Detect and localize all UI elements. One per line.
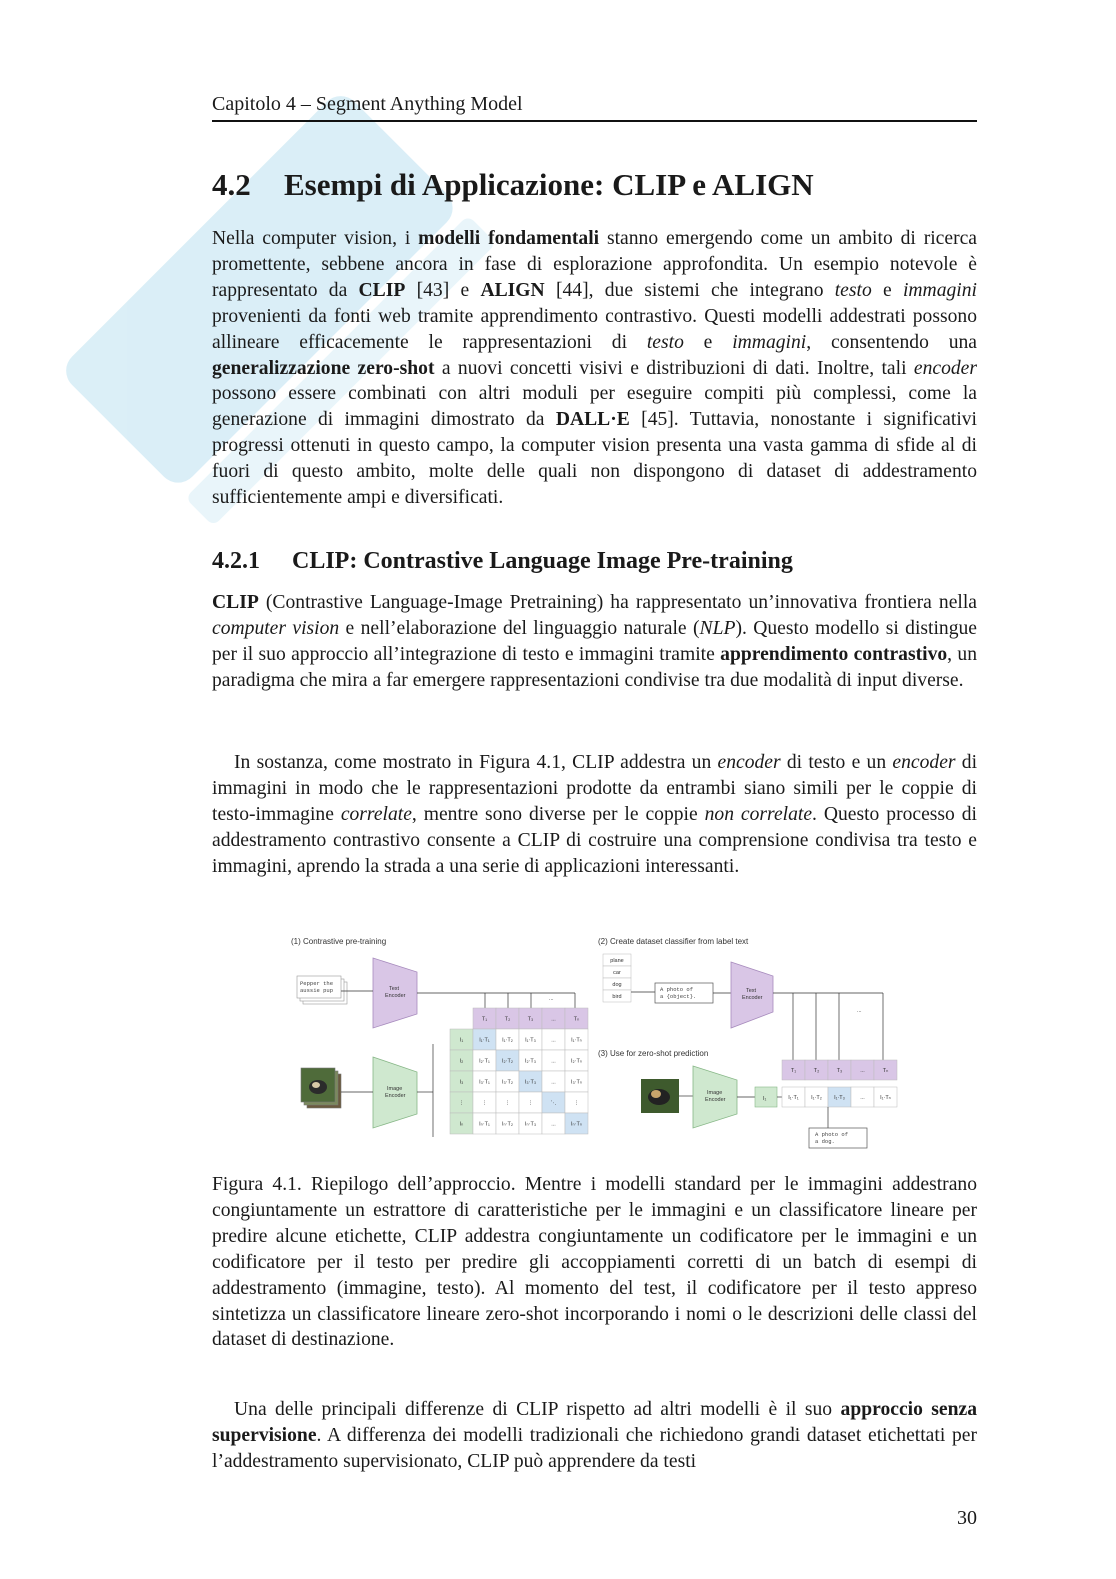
text-token-label: T₂ [504, 1016, 511, 1023]
text-token-2-label: Tₙ [882, 1068, 889, 1074]
prediction-row [782, 1087, 897, 1107]
section-title-text: Esempi di Applicazione: CLIP e ALIGN [284, 167, 814, 202]
text-token-label: T₁ [481, 1016, 488, 1023]
section-number: 4.2 [212, 167, 251, 202]
svg-text:Image: Image [707, 1090, 723, 1096]
svg-text:a dog.: a dog. [815, 1138, 835, 1145]
text-token-label: Tₙ [573, 1016, 580, 1023]
svg-text:a {object}.: a {object}. [660, 993, 697, 1000]
image-token-label: ⋮ [458, 1100, 465, 1107]
text-token-row [473, 1008, 588, 1029]
matrix-cell-label: ⋮ [573, 1100, 580, 1107]
matrix-cell-label: I₁·T₁ [479, 1037, 490, 1044]
prediction-cell-label: ... [860, 1095, 865, 1101]
subsection-number: 4.2.1 [212, 548, 260, 574]
similarity-matrix [473, 1029, 588, 1134]
class-label-label: bird [612, 994, 622, 1000]
panel2-title: (2) Create dataset classifier from label text [598, 937, 749, 946]
text-token-2-label: T₂ [813, 1068, 820, 1074]
matrix-cell-label: ... [551, 1037, 556, 1044]
matrix-cell-label: I₁·T₃ [525, 1037, 536, 1044]
matrix-cell-label: Iₙ·T₂ [501, 1121, 514, 1128]
matrix-cell-label: Iₙ·T₃ [524, 1121, 537, 1128]
paragraph-clip-training: In sostanza, come mostrato in Figura 4.1, CLIP addestra un encoder di testo e un encoder di immagini in modo che le rappresentazioni prodotte da entrambi siano simili per le coppie di testo-immagine correlate, mentre sono diverse per le coppie non correlate. Questo processo di addestramento contrastivo consente a CLIP di costruire una comprensione condivisa tra testo e immagini, aprendo la strada a una serie di applicazioni interessanti. [212, 752, 978, 877]
matrix-cell-label: ⋮ [504, 1100, 511, 1107]
matrix-cell-label: ... [551, 1079, 556, 1086]
matrix-cell-label: Iₙ·T₁ [479, 1121, 490, 1128]
text-token-row-2 [782, 1060, 897, 1080]
image-token-label: Iₙ [459, 1121, 464, 1128]
svg-text:...: ... [549, 996, 554, 1002]
image-token-label: I₁ [459, 1037, 464, 1044]
svg-text:Encoder: Encoder [385, 993, 406, 999]
subsection-title [212, 545, 793, 577]
class-label-label: car [613, 970, 621, 976]
svg-text:I₁: I₁ [763, 1096, 767, 1102]
matrix-cell-label: I₃·T₂ [501, 1079, 514, 1086]
svg-text:...: ... [857, 1008, 862, 1014]
paragraph-clip-definition: CLIP (Contrastive Language-Image Pretraining) ha rappresentato un’innovativa frontiera nella computer vision e nell’elaborazione del linguaggio naturale (NLP). Questo modello si distingue per il suo approccio all’integrazione di testo e immagini tramite apprendimento contrastivo, un paradigma che mira a far emergere rappresentazioni condivise tra due modalità di input diverse. [212, 592, 977, 691]
figure-caption: Figura 4.1. Riepilogo dell’approccio. Mentre i modelli standard per le immagini addestrano congiuntamente un estrattore di caratteristiche per le immagini e un classificatore lineare per predire alcune etichette, CLIP addestra congiuntamente un codificatore per le immagini e un codificatore per il testo per predire gli accoppiamenti corretti di un batch di esempi di addestramento (immagine, testo). Al momento del test, il codificatore per il testo appreso sintetizza un classificatore lineare zero-shot incorporando i nomi o le descrizioni delle classi del dataset di destinazione. [212, 1174, 977, 1351]
text-token-2-label: T₁ [790, 1068, 797, 1074]
prediction-cell-label: I₁·T₃ [834, 1095, 845, 1101]
matrix-cell-label: I₃·T₃ [524, 1079, 537, 1086]
image-stack [301, 1068, 341, 1108]
svg-text:A photo of: A photo of [660, 986, 694, 993]
prediction-cell-label: I₁·Tₙ [880, 1095, 891, 1101]
image-token-column [450, 1029, 473, 1134]
svg-text:Encoder: Encoder [385, 1093, 406, 1099]
prediction-cell-label: I₁·T₁ [788, 1095, 799, 1101]
matrix-cell-label: ⋱ [550, 1100, 557, 1107]
prediction-cell-label: I₁·T₂ [811, 1095, 822, 1101]
page-number: 30 [957, 1507, 977, 1529]
image-token-label: I₃ [459, 1079, 464, 1086]
matrix-cell-label: ⋮ [481, 1100, 488, 1107]
matrix-cell-label: Iₙ·Tₙ [570, 1121, 583, 1128]
running-header: Capitolo 4 – Segment Anything Model [212, 91, 977, 122]
svg-text:Text: Text [746, 988, 757, 994]
matrix-cell-label: I₂·T₂ [502, 1058, 513, 1065]
text-token-2-label: ... [860, 1068, 865, 1074]
matrix-cell-label: I₁·T₂ [502, 1037, 513, 1044]
paragraph-unsupervised: Una delle principali differenze di CLIP rispetto ad altri modelli è il suo approccio senza supervisione. A differenza dei modelli tradizionali che richiedono grandi dataset etichettati per l’addestramento supervisionato, CLIP può apprendere da testi [212, 1399, 977, 1472]
svg-text:A photo of: A photo of [815, 1131, 849, 1138]
matrix-cell-label: ⋮ [527, 1100, 534, 1107]
panel3-title: (3) Use for zero-shot prediction [598, 1049, 709, 1058]
matrix-cell-label: I₃·Tₙ [570, 1079, 583, 1086]
matrix-cell-label: I₂·T₁ [479, 1058, 490, 1065]
svg-text:Pepper the: Pepper the [300, 980, 334, 987]
subsection-title-text: CLIP: Contrastive Language Image Pre-training [292, 548, 793, 574]
section-title [212, 166, 814, 204]
class-label-label: dog [612, 982, 622, 988]
class-label-list [603, 954, 631, 1002]
image-token-label: I₂ [459, 1058, 464, 1065]
text-token-label: T₃ [527, 1016, 534, 1023]
svg-text:Image: Image [387, 1086, 403, 1092]
text-token-2-label: T₃ [836, 1068, 843, 1074]
text-token-label: ... [551, 1016, 556, 1023]
matrix-cell-label: ... [551, 1121, 556, 1128]
svg-text:Text: Text [389, 986, 400, 992]
svg-text:Encoder: Encoder [742, 995, 763, 1001]
query-image [641, 1079, 679, 1113]
matrix-cell-label: I₂·Tₙ [570, 1058, 583, 1065]
matrix-cell-label: I₁·Tₙ [571, 1037, 582, 1044]
matrix-cell-label: I₃·T₁ [479, 1079, 490, 1086]
panel1-title: (1) Contrastive pre-training [291, 937, 387, 946]
svg-text:Encoder: Encoder [705, 1097, 726, 1103]
text-stack [297, 976, 347, 1004]
clip-diagram [285, 932, 900, 1154]
matrix-cell-label: ... [551, 1058, 556, 1065]
class-label-label: plane [610, 958, 624, 964]
figure-clip-overview [285, 932, 900, 1154]
paragraph-intro: Nella computer vision, i modelli fondamentali stanno emergendo come un ambito di ricerca promettente, sebbene ancora in fase di esplorazione approfondita. Un esempio notevole è rappresentato da CLIP [43] e ALIGN [44], due sistemi che integrano testo e immagini provenienti da fonti web tramite apprendimento contrastivo. Questi modelli addestrati possono allineare efficacemente le rappresentazioni di testo e immagini, consentendo una generalizzazione zero-shot a nuovi concetti visivi e distribuzioni di dati. Inoltre, tali encoder possono essere combinati con altri moduli per eseguire compiti più complessi, come la generazione di immagini dimostrato da DALL·E [45]. Tuttavia, nonostante i significativi progressi ottenuti in questo campo, la computer vision presenta una vasta gamma di sfide al di fuori di questo ambito, molte delle quali non dispongono di dataset di addestramento sufficientemente ampi e diversificati. [212, 228, 977, 509]
svg-text:aussie pup: aussie pup [300, 987, 334, 994]
matrix-cell-label: I₂·T₃ [524, 1058, 537, 1065]
